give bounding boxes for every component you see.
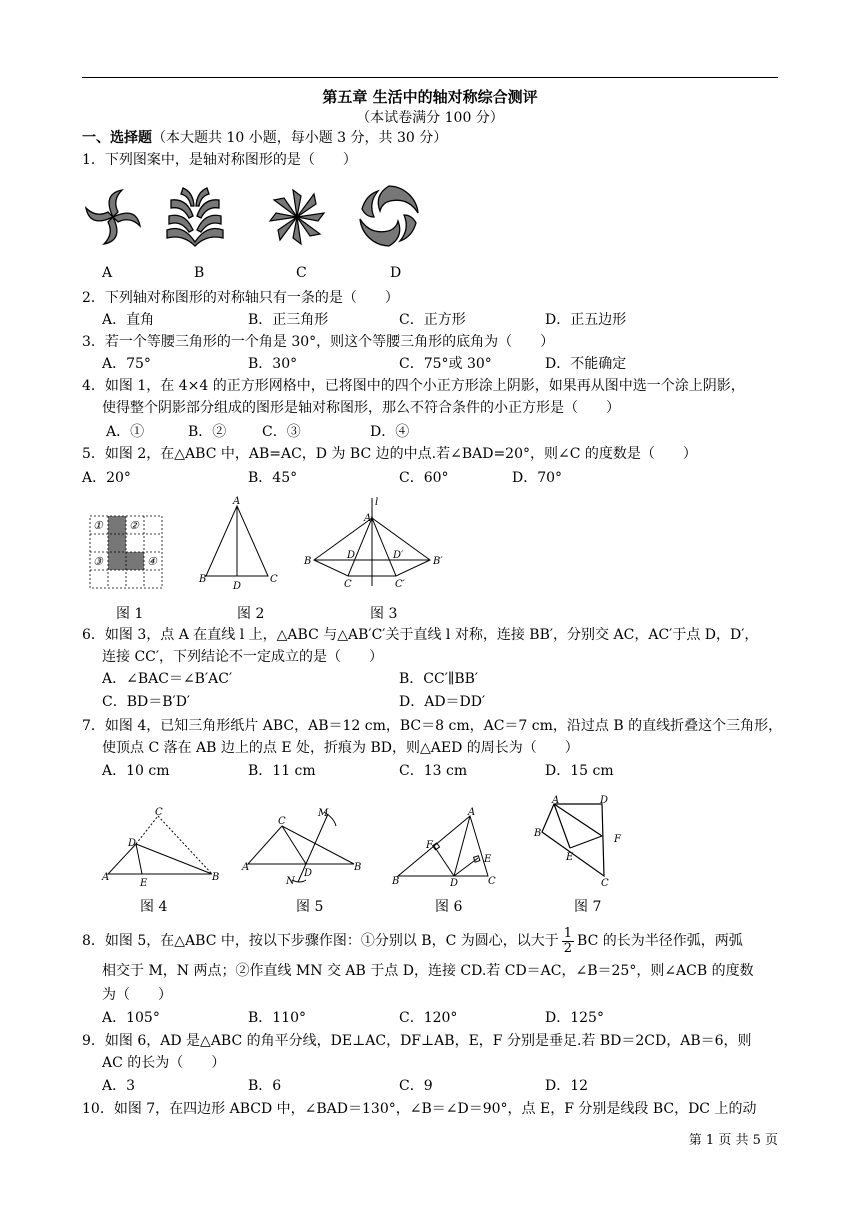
fig6-label-a: A bbox=[468, 807, 476, 818]
q2-option-d: D．正五边形 bbox=[545, 312, 627, 328]
fraction-one-half bbox=[562, 927, 574, 956]
q4-option-c: C．③ bbox=[262, 424, 301, 440]
q9-option-b: B．6 bbox=[248, 1078, 282, 1094]
q8-stem-part1: 8．如图 5，在△ABC 中，按以下步骤作图：①分别以 B，C 为圆心，以大于 bbox=[82, 933, 559, 949]
fig4-label-a: A bbox=[102, 872, 110, 883]
q6-option-b: B．CC′∥BB′ bbox=[399, 671, 479, 687]
q9-option-a: A．3 bbox=[102, 1078, 136, 1094]
q3-option-a: A．75° bbox=[102, 356, 151, 372]
fig5-label-b: B bbox=[354, 862, 362, 873]
section-title: 一、选择题 bbox=[82, 130, 152, 146]
q2-stem: 2．下列轴对称图形的对称轴只有一条的是（ ） bbox=[82, 290, 399, 306]
q1-label-b: B bbox=[194, 265, 205, 281]
caption-figure-1: 图 1 bbox=[116, 606, 144, 622]
section-note: （本大题共 10 小题，每小题 3 分，共 30 分） bbox=[152, 130, 448, 146]
fig7-label-d: D bbox=[600, 795, 609, 806]
q8-stem-line2: 相交于 M，N 两点；②作直线 MN 交 AB 于点 D，连接 CD.若 CD＝AC，∠B＝25°，则∠ACB 的度数 bbox=[102, 963, 754, 979]
fig7-label-c: C bbox=[601, 878, 609, 889]
q1-label-d: D bbox=[390, 265, 402, 281]
fig3-label-b-prime: B′ bbox=[433, 556, 443, 567]
fig7-label-f: F bbox=[614, 834, 621, 845]
header-rule bbox=[82, 77, 778, 78]
q8-option-b: B．110° bbox=[248, 1010, 307, 1026]
page-number: 第 1 页 共 5 页 bbox=[688, 1133, 778, 1148]
fig2-label-d: D bbox=[233, 581, 242, 592]
q1-label-a: A bbox=[102, 265, 113, 281]
fig7-label-b: B bbox=[534, 828, 542, 839]
fig5-label-c: C bbox=[278, 816, 286, 827]
q5-option-a: A．20° bbox=[82, 470, 131, 486]
figure-3 bbox=[302, 496, 452, 596]
figure-5 bbox=[240, 808, 364, 888]
q5-option-b: B．45° bbox=[248, 470, 298, 486]
fig5-label-n: N bbox=[286, 876, 295, 887]
figure-4 bbox=[100, 808, 224, 888]
fig5-label-a: A bbox=[242, 862, 250, 873]
caption-figure-3: 图 3 bbox=[370, 606, 398, 622]
caption-figure-2: 图 2 bbox=[237, 606, 265, 622]
grid-mark-3: ③ bbox=[93, 555, 103, 568]
fig3-label-a: A bbox=[364, 513, 372, 524]
q3-option-b: B．30° bbox=[248, 356, 298, 372]
fig3-label-b: B bbox=[304, 556, 312, 567]
q2-option-c: C．正方形 bbox=[399, 312, 466, 328]
caption-figure-4: 图 4 bbox=[140, 899, 168, 915]
q4-stem-line1: 4．如图 1，在 4×4 的正方形网格中，已将图中的四个小正方形涂上阴影，如果再从图中选一个涂上阴影， bbox=[82, 378, 745, 394]
caption-figure-7: 图 7 bbox=[574, 899, 602, 915]
fig5-label-m: M bbox=[318, 808, 329, 819]
q7-option-d: D．15 cm bbox=[545, 763, 614, 779]
caption-figure-6: 图 6 bbox=[435, 899, 463, 915]
q1-stem: 1．下列图案中，是轴对称图形的是（ ） bbox=[82, 152, 357, 168]
page-title: 第五章 生活中的轴对称综合测评 bbox=[322, 88, 538, 106]
q1-figure-d bbox=[356, 183, 422, 249]
fig5-label-d: D bbox=[304, 868, 313, 879]
fig4-label-d: D bbox=[128, 838, 137, 849]
q4-option-d: D．④ bbox=[370, 424, 410, 440]
q9-option-c: C．9 bbox=[399, 1078, 433, 1094]
q8-stem-line3: 为（ ） bbox=[102, 987, 172, 1003]
figure-6 bbox=[390, 808, 500, 888]
grid-mark-1: ① bbox=[93, 519, 103, 532]
q9-option-d: D．12 bbox=[545, 1078, 589, 1094]
q7-option-c: C．13 cm bbox=[399, 763, 468, 779]
fig6-label-e: E bbox=[484, 854, 492, 865]
q5-option-d: D．70° bbox=[512, 470, 563, 486]
q10-stem-line1: 10．如图 7，在四边形 ABCD 中，∠BAD＝130°，∠B＝∠D＝90°，点 E，F 分别是线段 BC，DC 上的动 bbox=[82, 1101, 757, 1117]
q4-option-a: A．① bbox=[106, 424, 145, 440]
q8-stem-line1 bbox=[82, 925, 743, 957]
q4-option-b: B．② bbox=[188, 424, 227, 440]
fig3-label-c: C bbox=[344, 579, 352, 590]
fig7-label-a: A bbox=[552, 795, 560, 806]
figure-7 bbox=[532, 795, 632, 889]
q9-stem-line1: 9．如图 6，AD 是△ABC 的角平分线，DE⊥AC，DF⊥AB，E，F 分别是垂足.若 BD＝2CD，AB＝6，则 bbox=[82, 1033, 752, 1049]
q3-option-d: D．不能确定 bbox=[545, 356, 627, 372]
q6-option-a: A．∠BAC＝∠B′AC′ bbox=[102, 671, 233, 687]
q2-option-b: B．正三角形 bbox=[248, 312, 329, 328]
q7-option-b: B．11 cm bbox=[248, 763, 316, 779]
fig3-label-d-prime: D′ bbox=[393, 550, 404, 561]
fig4-label-b: B bbox=[212, 872, 220, 883]
caption-figure-5: 图 5 bbox=[296, 899, 324, 915]
q4-stem-line2: 使得整个阴影部分组成的图形是轴对称图形，那么不符合条件的小正方形是（ ） bbox=[102, 400, 620, 416]
fig4-label-e: E bbox=[140, 878, 148, 889]
q5-option-c: C．60° bbox=[399, 470, 449, 486]
fig3-label-d: D bbox=[347, 550, 356, 561]
page-subtitle: （本试卷满分 100 分） bbox=[356, 110, 504, 126]
section-heading bbox=[82, 128, 447, 148]
q1-label-c: C bbox=[296, 265, 307, 281]
q6-stem-line2: 连接 CC′，下列结论不一定成立的是（ ） bbox=[102, 649, 384, 665]
q8-stem-part2: BC 的长为半径作弧，两弧 bbox=[577, 933, 743, 949]
q3-option-c: C．75°或 30° bbox=[399, 356, 492, 372]
q7-stem-line2: 使顶点 C 落在 AB 边上的点 E 处，折痕为 BD，则△AED 的周长为（ ） bbox=[102, 740, 579, 756]
fig2-label-c: C bbox=[270, 574, 278, 585]
grid-mark-2: ② bbox=[129, 519, 139, 532]
fig6-label-d: D bbox=[450, 878, 459, 889]
q1-figure-b bbox=[163, 186, 227, 248]
figure-1-grid bbox=[90, 516, 162, 588]
q8-option-d: D．125° bbox=[545, 1010, 604, 1026]
q6-stem-line1: 6．如图 3，点 A 在直线 l 上，△ABC 与△AB′C′关于直线 l 对称，连接 BB′，分别交 AC，AC′于点 D，D′， bbox=[82, 627, 759, 643]
q3-stem: 3．若一个等腰三角形的一个角是 30°，则这个等腰三角形的底角为（ ） bbox=[82, 334, 555, 350]
grid-mark-4: ④ bbox=[147, 555, 157, 568]
q8-option-a: A．105° bbox=[102, 1010, 160, 1026]
q7-stem-line1: 7．如图 4，已知三角形纸片 ABC，AB＝12 cm，BC＝8 cm，AC＝7 cm，沿过点 B 的直线折叠这个三角形， bbox=[82, 718, 783, 734]
fraction-denominator: 2 bbox=[563, 940, 573, 956]
fig6-label-c: C bbox=[488, 876, 496, 887]
fig3-label-c-prime: C′ bbox=[395, 579, 405, 590]
q9-stem-line2: AC 的长为（ ） bbox=[102, 1055, 226, 1071]
figure-2 bbox=[196, 496, 282, 596]
q1-figure-c bbox=[266, 186, 328, 248]
q2-option-a: A．直角 bbox=[102, 312, 155, 328]
fig6-label-f: F bbox=[426, 840, 433, 851]
fig2-label-b: B bbox=[199, 574, 207, 585]
fig3-label-l: l bbox=[375, 497, 379, 508]
q8-option-c: C．120° bbox=[399, 1010, 458, 1026]
q6-option-c: C．BD＝B′D′ bbox=[102, 694, 191, 710]
fig7-label-e: E bbox=[566, 852, 574, 863]
fig2-label-a: A bbox=[233, 496, 241, 507]
fig4-label-c: C bbox=[155, 807, 163, 818]
q7-option-a: A．10 cm bbox=[102, 763, 170, 779]
fig6-label-b: B bbox=[392, 876, 400, 887]
q6-option-d: D．AD＝DD′ bbox=[399, 694, 486, 710]
q1-figure-a bbox=[82, 186, 144, 248]
fraction-numerator: 1 bbox=[563, 925, 573, 941]
q5-stem: 5．如图 2，在△ABC 中，AB=AC，D 为 BC 边的中点.若∠BAD=20°，则∠C 的度数是（ ） bbox=[82, 446, 697, 462]
